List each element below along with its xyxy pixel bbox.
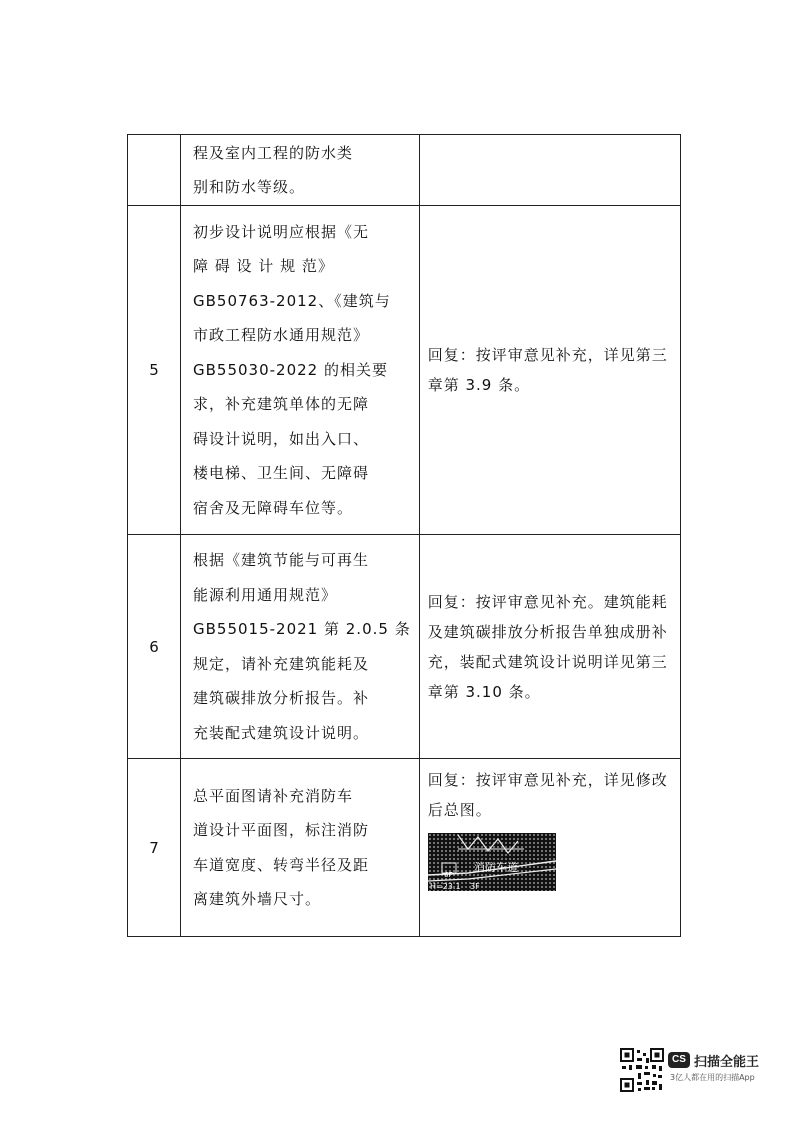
scanner-watermark xyxy=(620,1048,770,1098)
opinion-line: 障 碍 设 计 规 范》 xyxy=(193,257,334,276)
row-number: 5 xyxy=(128,206,181,535)
reply-line: 回复：按评审意见补充，详见修改 xyxy=(427,771,668,789)
opinion-line: 求，补充建筑单体的无障 xyxy=(193,395,370,414)
row-number: 7 xyxy=(128,759,181,937)
opinion-line: GB55015-2021 第 2.0.5 条 xyxy=(193,620,411,638)
row-number xyxy=(128,135,181,206)
row-number: 6 xyxy=(128,535,181,759)
qr-code-icon xyxy=(620,1048,664,1092)
reply-line: 后总图。 xyxy=(427,801,492,819)
opinion-line: 建筑碳排放分析报告。补 xyxy=(193,689,370,707)
review-opinion xyxy=(181,135,420,206)
opinion-line: 程及室内工程的防水类 xyxy=(193,143,354,162)
table-row xyxy=(128,759,681,937)
thumb-label: 6F xyxy=(443,871,453,879)
opinion-line: 能源利用通用规范》 xyxy=(193,585,338,604)
opinion-line: 宿舍及无障碍车位等。 xyxy=(193,498,354,517)
opinion-line: 离建筑外墙尺寸。 xyxy=(193,890,322,908)
brand-tagline: 3亿人都在用的扫描App xyxy=(670,1073,755,1082)
reply-cell xyxy=(419,135,680,206)
reply-cell xyxy=(419,759,680,937)
opinion-line: 市政工程防水通用规范》 xyxy=(193,326,370,345)
reply-line: 章第 3.10 条。 xyxy=(427,682,541,701)
opinion-line: 道设计平面图，标注消防 xyxy=(193,821,370,839)
thumb-label: 消防车道 xyxy=(473,861,518,874)
reply-line: 充，装配式建筑设计说明详见第三 xyxy=(427,652,668,671)
opinion-line: GB55030-2022 的相关要 xyxy=(193,360,388,379)
opinion-line: 车道宽度、转弯半径及距 xyxy=(193,855,370,874)
reply-line: 章第 3.9 条。 xyxy=(427,376,531,394)
opinion-line: GB50763-2012、《建筑与 xyxy=(193,291,391,310)
opinion-line: 总平面图请补充消防车 xyxy=(193,786,354,805)
reply-cell xyxy=(419,206,680,535)
thumb-label: H=23.1 xyxy=(429,882,461,891)
opinion-line: 别和防水等级。 xyxy=(193,178,306,196)
brand-name: 扫描全能王 xyxy=(694,1055,760,1070)
review-opinion xyxy=(181,759,420,937)
opinion-line: 规定，请补充建筑能耗及 xyxy=(193,654,370,673)
reply-line: 及建筑碳排放分析报告单独成册补 xyxy=(427,622,668,641)
reply-line: 回复：按评审意见补充，详见第三 xyxy=(427,346,668,364)
thumb-label: 3F xyxy=(469,882,480,891)
cs-logo-icon: CS xyxy=(668,1052,690,1068)
review-table xyxy=(127,134,681,937)
review-opinion xyxy=(181,206,420,535)
table-row xyxy=(128,206,681,535)
reply-line: 回复：按评审意见补充。建筑能耗 xyxy=(427,592,668,611)
review-opinion xyxy=(181,535,420,759)
opinion-line: 充装配式建筑设计说明。 xyxy=(193,723,370,742)
site-plan-thumbnail xyxy=(428,833,556,891)
opinion-line: 根据《建筑节能与可再生 xyxy=(193,551,370,569)
opinion-line: 碍设计说明，如出入口、 xyxy=(193,429,370,448)
opinion-line: 初步设计说明应根据《无 xyxy=(193,222,370,241)
opinion-line: 楼电梯、卫生间、无障碍 xyxy=(193,464,370,483)
table-row xyxy=(128,135,681,206)
reply-cell xyxy=(419,535,680,759)
table-row xyxy=(128,535,681,759)
